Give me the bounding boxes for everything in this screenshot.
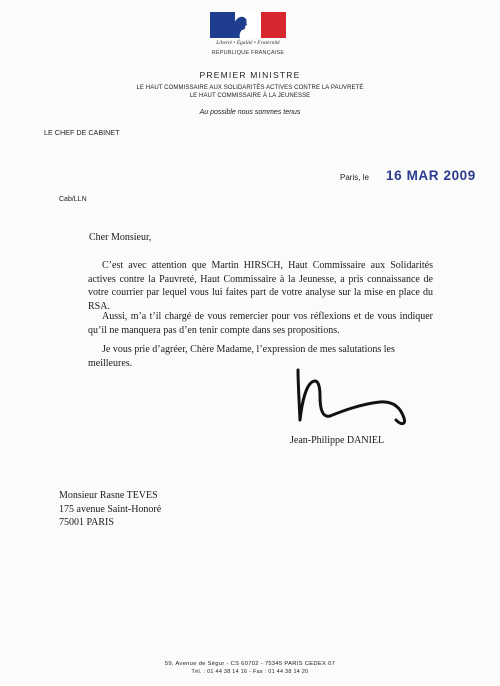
reference: Cab/LLN — [59, 196, 87, 203]
date-place: Paris, le — [340, 173, 369, 182]
republic-motto: Liberté • Égalité • Fraternité — [216, 40, 280, 46]
signer-name: Jean-Philippe DANIEL — [290, 435, 385, 446]
paragraph-2: Aussi, m’a t’il chargé de vous remercier pour vos réflexions et de vous indiquer qu’il ne manquera pas d’en tenir compte dans ses propositions. — [88, 311, 433, 336]
republic-name: RÉPUBLIQUE FRANÇAISE — [211, 50, 285, 56]
recipient-name: Monsieur Rasne TEVES — [59, 490, 158, 501]
footer-phone: Tél. : 01 44 38 14 16 - Fax : 01 44 38 14 20 — [191, 669, 309, 675]
flag-white-band — [235, 12, 260, 38]
sender-title: LE CHEF DE CABINET — [44, 128, 120, 137]
slogan: Au possible nous sommes tenus — [199, 109, 301, 116]
commissioner-title-line2: LE HAUT COMMISSAIRE À LA JEUNESSE — [189, 93, 311, 99]
tricolor-flag-icon — [210, 12, 286, 38]
paragraph-1: C’est avec attention que Martin HIRSCH, Haut Commissaire aux Solidarités actives contre la Pauvreté, Haut Commissaire à la Jeunesse, a pris connaissance de votre courrier par lequel vous lui faites part de votre analyse sur la mise en place du RSA. — [88, 260, 433, 312]
paragraph-3: Je vous prie d’agréer, Chère Madame, l’expression de mes salutations les meilleures. — [88, 344, 395, 369]
recipient-street: 175 avenue Saint-Honoré — [59, 503, 162, 515]
recipient-address — [59, 489, 161, 530]
commissioner-title-line1: LE HAUT COMMISSAIRE AUX SOLIDARITÉS ACTIVES CONTRE LA PAUVRETÉ — [136, 85, 364, 91]
flag-red-band — [261, 12, 286, 38]
handwritten-signature — [290, 368, 410, 430]
republique-francaise-logo — [210, 12, 286, 64]
recipient-city: 75001 PARIS — [59, 517, 114, 528]
salutation: Cher Monsieur, — [89, 232, 152, 243]
date-stamp: 16 MAR 2009 — [386, 168, 476, 183]
marianne-profile-icon — [229, 12, 255, 38]
ministry-title: PREMIER MINISTRE — [199, 70, 301, 80]
footer-address: 59, Avenue de Ségur - CS 60702 - 75345 PARIS CEDEX 07 — [164, 661, 336, 667]
